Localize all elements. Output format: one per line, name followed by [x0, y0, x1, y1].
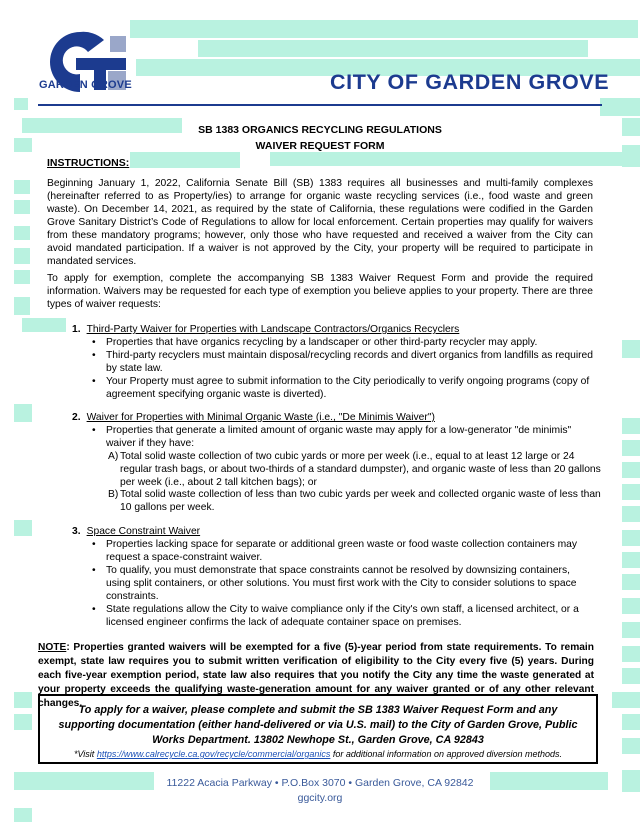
waiver-bullets [92, 336, 594, 401]
list-item: • State regulations allow the City to waive compliance only if the City's own staff, a licensed architect, or a licensed engineer confirms the lack of adequate container space on premises. [92, 603, 594, 629]
field-highlight [14, 270, 30, 284]
field-highlight [14, 297, 30, 315]
calrecycle-link[interactable]: https://www.calrecycle.ca.gov/recycle/commercial/organics [96, 749, 331, 759]
footer-address: 11222 Acacia Parkway • P.O.Box 3070 • Garden Grove, CA 92842 [166, 777, 474, 789]
field-highlight [622, 484, 640, 500]
list-item: • Third-party recyclers must maintain disposal/recycling records and divert organics from landfills as required by state law. [92, 349, 594, 375]
apply-instructions-box [38, 694, 598, 764]
field-highlight [622, 738, 640, 754]
visit-suffix: for additional information on approved diversion methods. [330, 749, 563, 759]
instructions-paragraph: To apply for exemption, complete the accompanying SB 1383 Waiver Request Form and provide the required information. Waivers may be requested for each type of exemption you believe applies to your property. There are three types of waiver requests: [47, 273, 593, 310]
waiver-title: Third-Party Waiver for Properties with Landscape Contractors/Organics Recyclers [86, 324, 460, 335]
field-highlight [622, 622, 640, 638]
field-highlight [622, 714, 640, 730]
list-item: • Properties that have organics recycling by a landscaper or other third-party recycler may apply. [92, 336, 594, 349]
field-highlight [14, 248, 30, 264]
footer-website: ggcity.org [297, 792, 343, 804]
field-highlight [622, 440, 640, 456]
apply-text [40, 703, 596, 748]
waiver-number: 2. [72, 412, 81, 423]
city-title: CITY OF GARDEN GROVE [330, 70, 610, 94]
field-highlight [622, 506, 640, 522]
field-highlight [600, 98, 640, 116]
field-highlight [14, 180, 30, 194]
waiver-subitem [108, 488, 606, 514]
form-subtitle: WAIVER REQUEST FORM [255, 140, 385, 152]
field-highlight [14, 98, 28, 110]
field-highlight [622, 418, 640, 434]
waiver-bullets [92, 538, 594, 629]
field-highlight [14, 714, 32, 730]
list-item: • Properties lacking space for separate or additional green waste or food waste collection containers may request a space-constraint waiver. [92, 538, 594, 564]
field-highlight [14, 692, 32, 708]
field-highlight [14, 520, 32, 536]
waiver-subitem [108, 450, 606, 489]
field-highlight [622, 462, 640, 478]
note-label: NOTE [38, 642, 67, 653]
field-highlight [612, 692, 640, 708]
waiver-title: Waiver for Properties with Minimal Organic Waste (i.e., "De Minimis Waiver") [86, 412, 435, 423]
list-item: • To qualify, you must demonstrate that space constraints cannot be resolved by downsizing containers, using split containers, or other solutions. You must first work with the City to consider solutions to space constraints. [92, 564, 594, 603]
field-highlight [22, 318, 66, 332]
header-divider [38, 104, 602, 106]
apply-line: Works Department. 13802 Newhope St., Garden Grove, CA 92843 [152, 734, 484, 746]
subitem-text: Total solid waste collection of less than two cubic yards per week and collected organic waste of less than 10 gallons per week. [120, 489, 601, 513]
field-highlight [14, 808, 32, 822]
field-highlight [130, 152, 240, 168]
field-highlight [198, 40, 588, 57]
field-highlight [14, 226, 30, 240]
subitem-text: Total solid waste collection of two cubic yards or more per week (i.e., equal to at least 12 large or 24 regular trash bags, or about two-thirds of a standard dumpster), and organic waste of less than 20 gallons per week (i.e., about 2 tall kitchen bags); or [120, 451, 601, 488]
form-title: SB 1383 ORGANICS RECYCLING REGULATIONS [198, 124, 442, 136]
waiver-heading [72, 525, 200, 538]
field-highlight [622, 340, 640, 358]
note-text: : Properties granted waivers will be exempted for a five (5)-year period from state requirements. To remain exempt, state law requires you to submit written verification of eligibility to the City every five (5) years. During each five-year exemption period, state law also requires that you notify the City any time the waste generated at your property exceeds the qualifying waste-generation amount for any waiver granted or of any other relevant changes. [38, 642, 594, 709]
apply-line: supporting documentation (either hand-delivered or via U.S. mail) to the City of Garden Grove, Public [58, 719, 578, 731]
field-highlight [622, 668, 640, 684]
field-highlight [622, 552, 640, 568]
field-highlight [622, 598, 640, 614]
waiver-heading [72, 411, 435, 424]
waiver-heading [72, 323, 459, 336]
visit-prefix: *Visit [73, 749, 97, 759]
subitem-label: A) [108, 451, 119, 462]
field-highlight [270, 152, 622, 166]
waiver-title: Space Constraint Waiver [86, 526, 201, 537]
field-highlight [622, 574, 640, 590]
list-item: • Properties that generate a limited amount of organic waste may apply for a low-generator "de minimis" waiver if they have: [92, 424, 594, 450]
instructions-paragraph: Beginning January 1, 2022, California Senate Bill (SB) 1383 requires all businesses and multi-family complexes (hereinafter referred to as Property/ies) to arrange for organic waste recycling services (i.e., food waste and green waste). On December 14, 2021, as required by the state of California, these regulations were codified in the Garden Grove Sanitary District’s Code of Regulations to allow for local enforcement. Certain properties may qualify for waivers from these mandatory programs; however, only those who have requested and received a waiver from the City can avoid mandated participation. If a waiver is not approved by the City, your property will be required to participate in mandated services. [47, 178, 593, 267]
visit-note [40, 749, 596, 759]
subitem-label: B) [108, 489, 119, 500]
waiver-number: 1. [72, 324, 81, 335]
field-highlight [622, 530, 640, 546]
apply-line: To apply for a waiver, please complete and submit the SB 1383 Waiver Request Form and any [78, 704, 558, 716]
field-highlight [14, 200, 30, 214]
list-item: • Your Property must agree to submit information to the City periodically to verify ongoing programs (copy of agreement specifying organic waste is diverted). [92, 375, 594, 401]
field-highlight [622, 646, 640, 662]
waiver-bullets [92, 424, 594, 450]
waiver-number: 3. [72, 526, 81, 537]
field-highlight [14, 404, 32, 422]
instructions-heading: INSTRUCTIONS: [47, 157, 130, 169]
field-highlight [130, 20, 638, 38]
logo-text: GARDEN GROVE [39, 79, 132, 91]
